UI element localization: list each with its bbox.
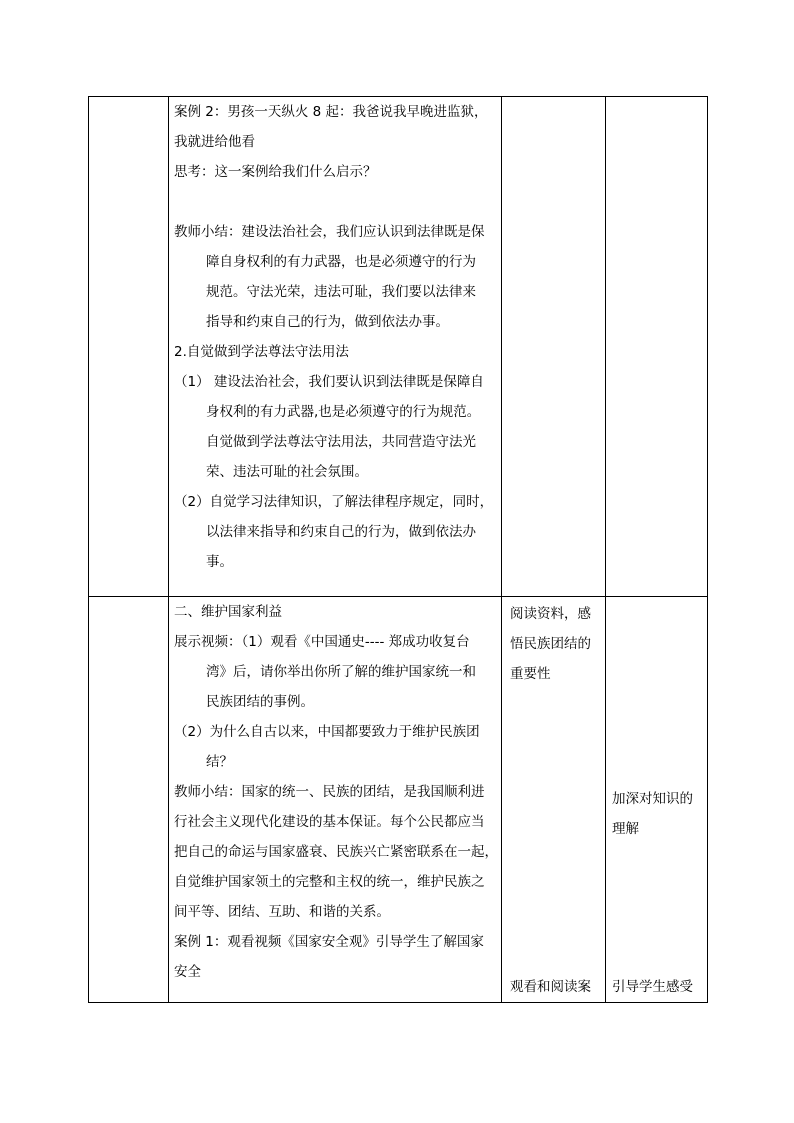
video-task-line2: 湾》后，请你举出你所了解的维护国家统一和 (206, 664, 476, 680)
point-1-line3: 自觉做到学法尊法守法用法，共同营造守法光 (206, 434, 476, 450)
video-task-line3: 民族团结的事例。 (206, 694, 314, 710)
point-2-line3: 事。 (206, 554, 233, 570)
teacher-summary-line3: 把自己的命运与国家盛衰、民族兴亡紧密联系在一起， (174, 844, 498, 860)
section-heading-2: 2.自觉做到学法尊法守法用法 (174, 344, 349, 360)
teacher-summary-line5: 间平等、团结、互助、和谐的关系。 (174, 904, 390, 920)
student-activity-line2: 悟民族团结的 (510, 636, 591, 652)
teacher-summary-line1: 教师小结：建设法治社会，我们应认识到法律既是保 (174, 224, 485, 240)
student-activity-bottom: 观看和阅读案 (510, 979, 591, 995)
teacher-summary-line1: 教师小结：国家的统一、民族的团结，是我国顺利进 (174, 784, 485, 800)
point-1-line2: 身权利的有力武器,也是必须遵守的行为规范。 (206, 404, 481, 420)
design-intent-bottom: 引导学生感受 (612, 979, 693, 995)
teacher-summary-line4: 自觉维护国家领土的完整和主权的统一，维护民族之 (174, 874, 485, 890)
case-1-line1: 案例 1：观看视频《国家安全观》引导学生了解国家 (174, 934, 484, 950)
stage-cell (89, 597, 169, 1003)
student-activity-cell (502, 97, 606, 597)
teacher-summary-line2: 障自身权利的有力武器，也是必须遵守的行为 (206, 254, 476, 270)
design-intent-line1: 加深对知识的 (612, 791, 693, 807)
case-1-line2: 安全 (174, 964, 201, 980)
lesson-plan-table (88, 96, 708, 1003)
case-2-title-line2: 我就进给他看 (174, 134, 255, 150)
stage-cell (89, 97, 169, 597)
think-question: 思考：这一案例给我们什么启示？ (174, 164, 377, 180)
question-2-line2: 结？ (206, 754, 233, 770)
point-2-line2: 以法律来指导和约束自己的行为，做到依法办 (206, 524, 476, 540)
teacher-summary-line4: 指导和约束自己的行为，做到依法办事。 (206, 314, 449, 330)
teacher-activity-cell (169, 597, 502, 1003)
teacher-summary-line2: 行社会主义现代化建设的基本保证。每个公民都应当 (174, 814, 485, 830)
teacher-activity-cell (169, 97, 502, 597)
blank-line (169, 187, 501, 217)
design-intent-line2: 理解 (612, 821, 639, 837)
table-row (89, 97, 708, 597)
section-heading: 二、维护国家利益 (174, 604, 282, 620)
design-intent-cell (606, 97, 708, 597)
teacher-summary-line3: 规范。守法光荣，违法可耻，我们要以法律来 (206, 284, 476, 300)
point-2-line1: （2）自觉学习法律知识，了解法律程序规定，同时， (174, 494, 494, 510)
design-intent-cell (606, 597, 708, 1003)
case-2-title-line1: 案例 2：男孩一天纵火 8 起：我爸说我早晚进监狱， (174, 104, 488, 120)
point-1-line1: （1） 建设法治社会，我们要认识到法律既是保障自 (174, 374, 484, 390)
student-activity-cell (502, 597, 606, 1003)
question-2-line1: （2）为什么自古以来，中国都要致力于维护民族团 (174, 724, 480, 740)
video-task-line1: 展示视频：（1）观看《中国通史---- 郑成功收复台 (174, 634, 470, 650)
point-1-line4: 荣、违法可耻的社会氛围。 (206, 464, 368, 480)
student-activity-line3: 重要性 (510, 666, 551, 682)
student-activity-line1: 阅读资料，感 (510, 606, 591, 622)
table-row (89, 597, 708, 1003)
